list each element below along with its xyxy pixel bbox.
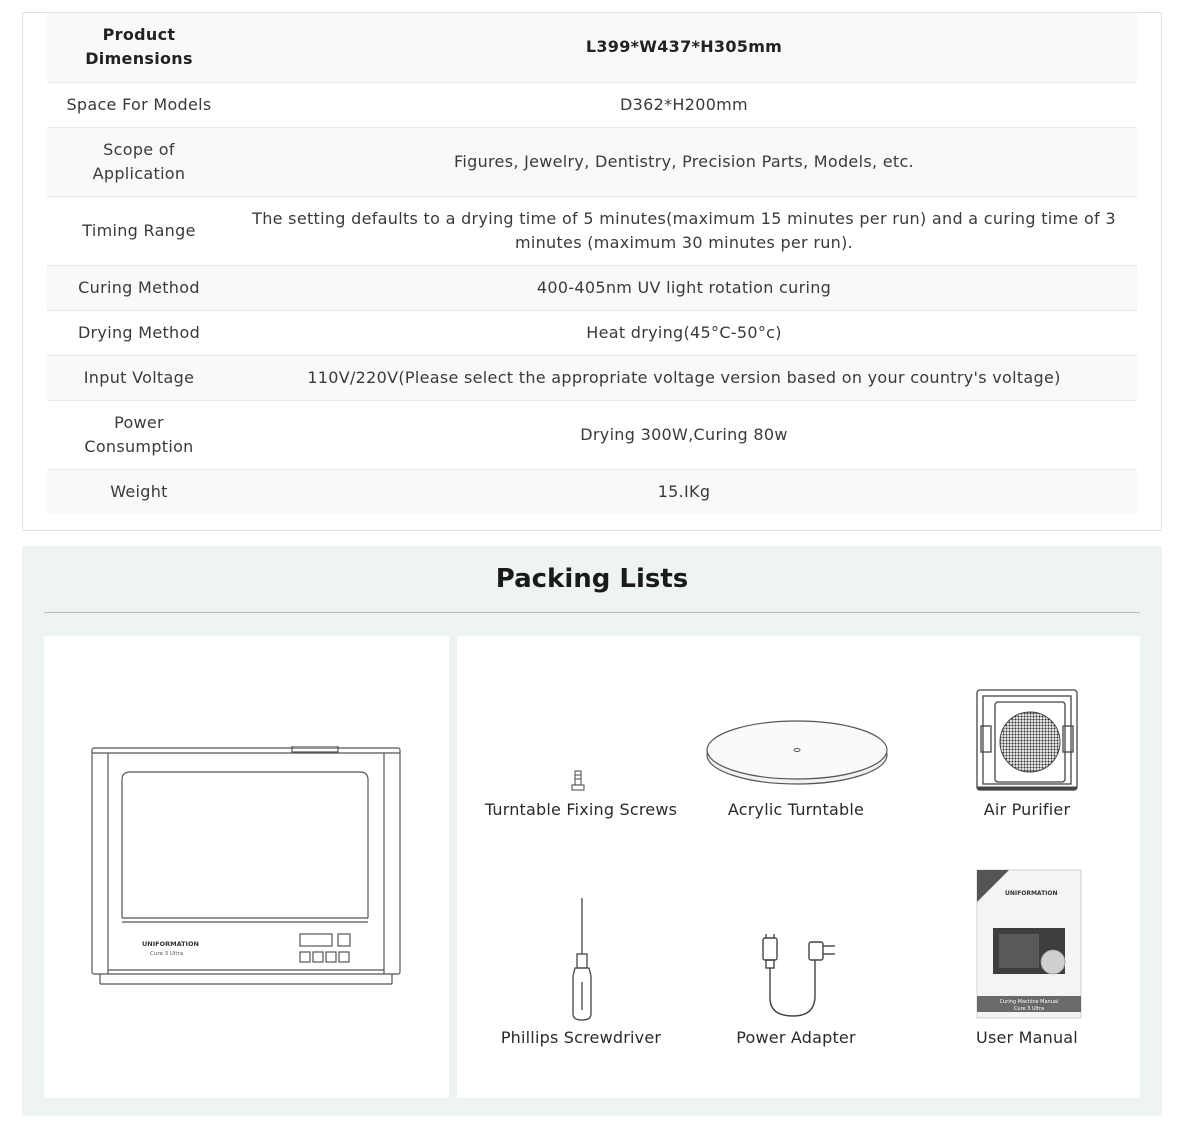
spec-row [47, 265, 1137, 310]
item-label-air-purifier: Air Purifier [983, 800, 1071, 819]
manual-model: Cure 3 Ultra [1013, 1006, 1045, 1012]
packing-section [22, 546, 1162, 1116]
specs-card [22, 12, 1162, 531]
machine-model: Cure 3 Ultra [150, 951, 184, 957]
spec-row [47, 82, 1137, 127]
specs-table [47, 13, 1137, 514]
packing-title: Packing Lists [495, 564, 689, 594]
spec-label: Input Voltage [47, 355, 231, 400]
spec-value: Drying 300W,Curing 80w [231, 400, 1137, 469]
manual-brand: UNIFORMATION [1005, 890, 1058, 897]
spec-value: L399*W437*H305mm [231, 13, 1137, 82]
curing-machine-icon [90, 746, 402, 986]
spec-label: Drying Method [47, 310, 231, 355]
spec-label: Weight [47, 469, 231, 514]
spec-value: D362*H200mm [231, 82, 1137, 127]
power-cord-icon [757, 932, 841, 1022]
air-purifier-icon [975, 688, 1079, 792]
spec-value: Heat drying(45°C-50°c) [231, 310, 1137, 355]
turntable-icon [704, 720, 890, 786]
machine-brand: UNIFORMATION [142, 940, 199, 948]
spec-label: Space For Models [47, 82, 231, 127]
spec-value: 15.IKg [231, 469, 1137, 514]
manual-icon [975, 868, 1083, 1020]
screwdriver-icon [569, 896, 595, 1022]
spec-row [47, 196, 1137, 265]
spec-row [47, 13, 1137, 82]
spec-row [47, 400, 1137, 469]
spec-value: The setting defaults to a drying time of 5 minutes(maximum 15 minutes per run) and a curing time of 3 minutes (maximum 30 minutes per run). [231, 196, 1137, 265]
spec-row [47, 469, 1137, 514]
spec-value: Figures, Jewelry, Dentistry, Precision Parts, Models, etc. [231, 127, 1137, 196]
spec-label: Power Consumption [47, 400, 231, 469]
spec-value: 110V/220V(Please select the appropriate voltage version based on your country's voltage) [231, 355, 1137, 400]
spec-value: 400-405nm UV light rotation curing [231, 265, 1137, 310]
spec-label: Product Dimensions [47, 13, 231, 82]
machine-panel [44, 636, 449, 1098]
accessories-panel [457, 636, 1140, 1098]
spec-label: Scope of Application [47, 127, 231, 196]
spec-label: Curing Method [47, 265, 231, 310]
spec-row [47, 310, 1137, 355]
item-label-screwdriver: Phillips Screwdriver [500, 1028, 662, 1047]
manual-subtitle: Curing Machine Manual [999, 999, 1059, 1005]
spec-row [47, 127, 1137, 196]
item-label-power-adapter: Power Adapter [736, 1028, 856, 1047]
spec-row [47, 355, 1137, 400]
screw-icon [571, 770, 585, 792]
spec-label: Timing Range [47, 196, 231, 265]
item-label-user-manual: User Manual [976, 1028, 1078, 1047]
item-label-screws: Turntable Fixing Screws [484, 800, 678, 819]
item-label-turntable: Acrylic Turntable [727, 800, 865, 819]
divider [44, 612, 1140, 613]
